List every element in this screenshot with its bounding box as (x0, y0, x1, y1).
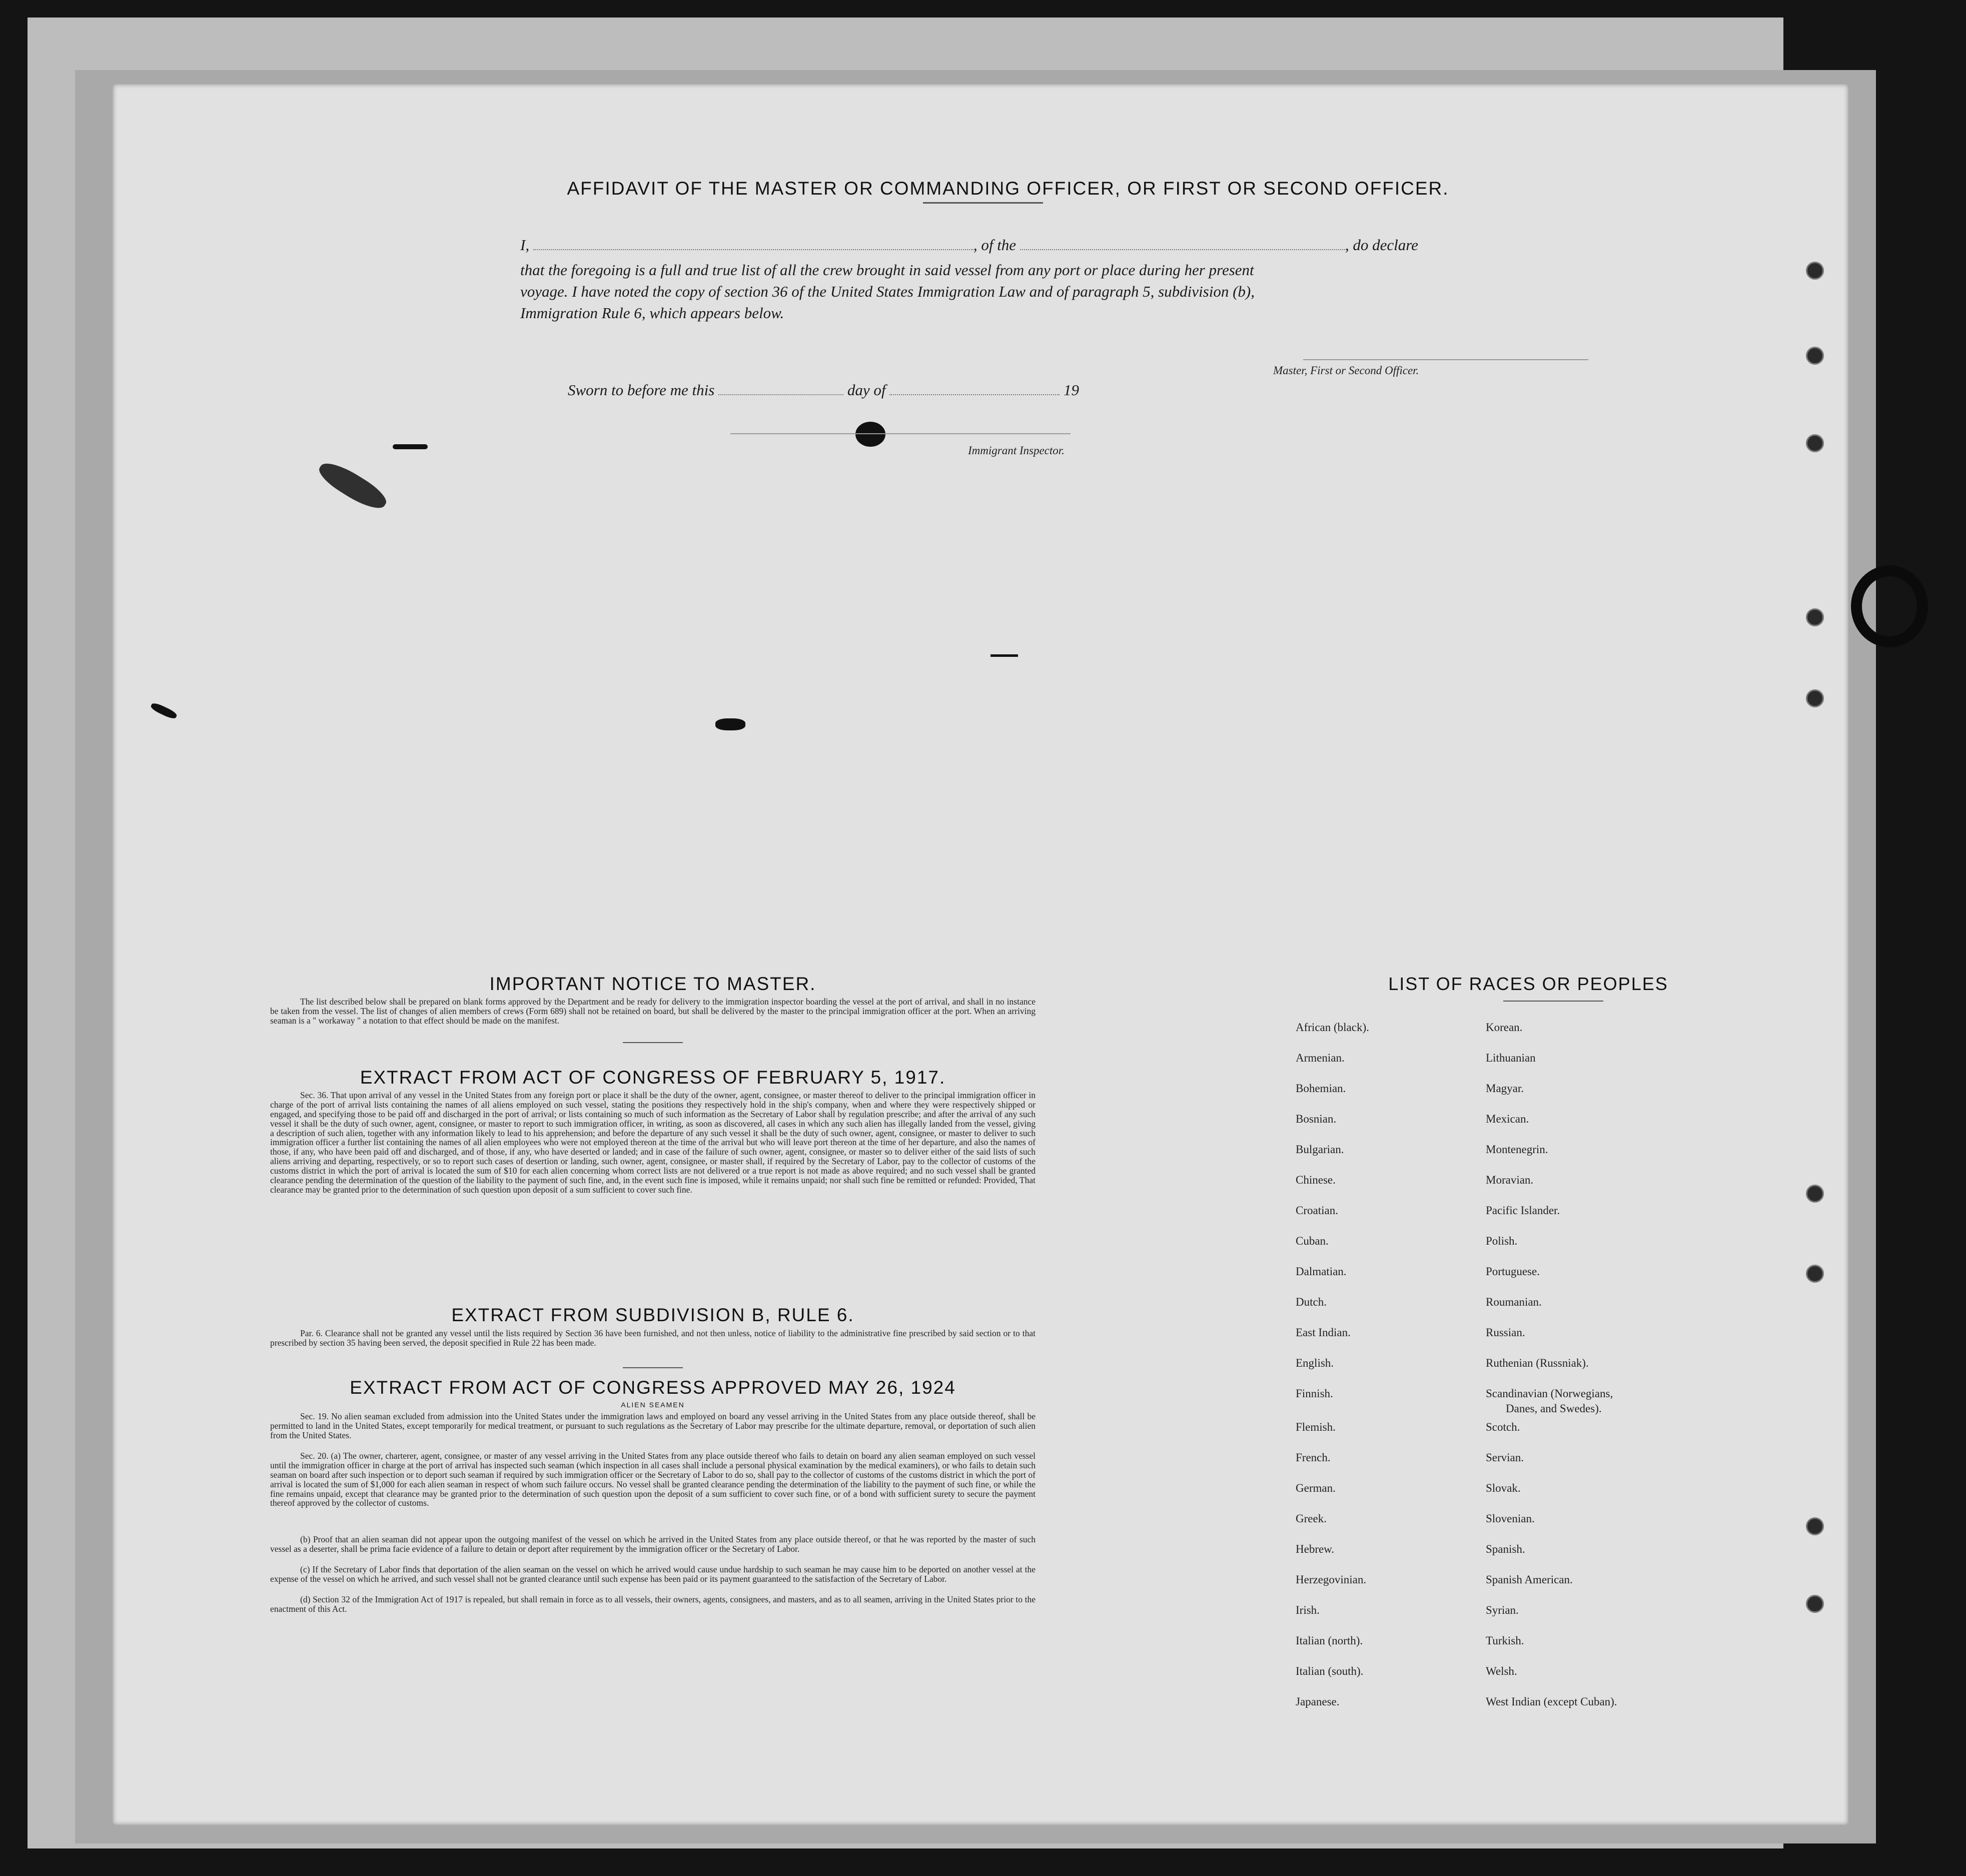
race-item: Dutch. (1296, 1296, 1327, 1308)
binder-ring-icon (1851, 565, 1928, 647)
race-item: Servian. (1486, 1451, 1524, 1464)
race-item: Turkish. (1486, 1634, 1524, 1647)
race-item: Croatian. (1296, 1204, 1338, 1217)
race-item: Scandinavian (Norwegians, (1486, 1387, 1613, 1400)
binder-hole-icon (1806, 1185, 1824, 1203)
race-item: West Indian (except Cuban). (1486, 1695, 1617, 1708)
date-blank (718, 394, 843, 395)
inspector-signature-line (730, 433, 1071, 434)
race-item: Ruthenian (Russniak). (1486, 1357, 1589, 1369)
race-item: Welsh. (1486, 1665, 1517, 1677)
ink-smudge (315, 456, 391, 515)
alien-seamen-subtitle: ALIEN SEAMEN (621, 1401, 685, 1409)
section-rule (623, 1042, 683, 1043)
ink-mark (393, 444, 428, 449)
title-rule (923, 202, 1043, 204)
affidavit-of-the: , of the (973, 236, 1017, 254)
race-item: Finnish. (1296, 1387, 1333, 1400)
signature-line (1303, 359, 1588, 360)
rule-6-title: EXTRACT FROM SUBDIVISION B, RULE 6. (451, 1305, 854, 1325)
races-title: LIST OF RACES OR PEOPLES (1388, 974, 1668, 994)
race-item: Polish. (1486, 1235, 1518, 1247)
race-item: Slovak. (1486, 1482, 1521, 1494)
race-item: Mexican. (1486, 1113, 1529, 1125)
race-item: Japanese. (1296, 1695, 1340, 1708)
races-title-rule (1503, 1001, 1603, 1002)
race-item: German. (1296, 1482, 1336, 1494)
binder-hole-icon (1806, 262, 1824, 280)
affidavit-line-3: voyage. I have noted the copy of section 36 of the United States Immigration Law and of paragraph 5, subdivision (b), (520, 283, 1255, 300)
sec-19-text: Sec. 19. No alien seaman excluded from admission into the United States under the immigration laws and employed on board any vessel arriving in the United States from any place outside thereof, shall be permitted to land in the United States, except temporarily for medical treatment, or pursuant to such regulations as the Secretary of Labor may prescribe for the ultimate departure, removal, or deportation of such alien from the United States. (270, 1411, 1036, 1440)
affidavit-line-4: Immigration Rule 6, which appears below. (520, 304, 784, 322)
binder-hole-icon (1806, 608, 1824, 626)
sworn-text: Sworn to before me this (568, 381, 715, 399)
race-item: Montenegrin. (1486, 1143, 1548, 1156)
race-item: Syrian. (1486, 1604, 1519, 1616)
sec-20c-text: (c) If the Secretary of Labor finds that deportation of the alien seaman on the vessel on which he arrived would cause undue hardship to such seaman he may cause him to be deported on another vessel at the expense of the vessel on which he arrived, and such vessel shall not be granted clearance until such expense has been paid or its payment guaranteed to the satisfaction of the Secretary of Labor. (270, 1564, 1036, 1584)
inspector-caption: Immigrant Inspector. (968, 444, 1065, 457)
ink-mark (150, 701, 178, 720)
ink-blot (715, 718, 745, 730)
affidavit-line-2: that the foregoing is a full and true list of all the crew brought in said vessel from any port or place during her present (520, 261, 1254, 279)
race-item: African (black). (1296, 1021, 1369, 1034)
race-item: Slovenian. (1486, 1512, 1535, 1525)
race-item: French. (1296, 1451, 1331, 1464)
affidavit-title: AFFIDAVIT OF THE MASTER OR COMMANDING OFFICER, OR FIRST OR SECOND OFFICER. (567, 178, 1449, 199)
race-item: Magyar. (1486, 1082, 1524, 1095)
race-item: Spanish American. (1486, 1573, 1573, 1586)
race-item: Pacific Islander. (1486, 1204, 1560, 1217)
race-item: Portuguese. (1486, 1265, 1540, 1278)
extract-1917-text: Sec. 36. That upon arrival of any vessel in the United States from any foreign port or place it shall be the duty of the owner, agent, consignee, or master thereof to deliver to the principal immigration officer in charge of the port of arrival lists containing the names of all aliens employed on such vessel, stating the positions they respectively hold in the ship's company, when and where they were respectively shipped or engaged, and specifying those to be paid off and discharged in the port of arrival; or lists containing so much of such information as the Secretary of Labor shall by regulation prescribe; and after the arrival of any such vessel it shall be the duty of such owner, agent, consignee, or master to report to such immigration officer, in writing, as soon as discovered, all cases in which any such alien has illegally landed from the vessel, giving a description of such alien, together with any information likely to lead to his apprehension; and before the departure of any such vessel it shall be the duty of such owner, agent, consignee, or master to deliver to such immigration officer a further list containing the names of all alien employees who were not employed thereon at the time of the arrival but who will leave port thereon at the time of her departure, and also the names of those, if any, who have been paid off and discharged, and of those, if any, who have deserted or landed; and in case of the failure of such owner, agent, consignee, or master so to deliver either of the said lists of such aliens arriving and departing, respectively, or so to report such cases of desertion or landing, such owner, agent, consignee, or master shall, if required by the Secretary of Labor, pay to the collector of customs of the customs district in which the port of arrival is located the sum of $10 for each alien concerning whom correct lists are not delivered or a true report is not made as above required; and no such vessel shall be granted clearance pending the determination of the question of the liability to the payment of such fine, and, in the event such fine is imposed, while it remains unpaid; nor shall such fine be remitted or refunded: Provided, That clearance may be granted prior to the determination of such question upon deposit of a sum sufficient to cover such fine. (270, 1090, 1036, 1195)
race-item: Greek. (1296, 1512, 1327, 1525)
day-of-text: day of (847, 381, 886, 399)
notice-text: The list described below shall be prepared on blank forms approved by the Department and be ready for delivery to the immigration inspector boarding the vessel at the port of arrival, and shall in no instance be taken from the vessel. The list of changes of alien members of crews (Form 689) shall not be retained on board, but shall be delivered by the master to the principal immigration officer at the port. When an arriving seaman is a " workaway " a notation to that effect should be made on the manifest. (270, 997, 1036, 1026)
race-item: Dalmatian. (1296, 1265, 1347, 1278)
race-item: Armenian. (1296, 1052, 1345, 1064)
binder-hole-icon (1806, 1595, 1824, 1613)
extract-1917-title: EXTRACT FROM ACT OF CONGRESS OF FEBRUARY 5, 1917. (360, 1067, 946, 1088)
month-blank (889, 394, 1060, 395)
master-caption: Master, First or Second Officer. (1273, 364, 1419, 377)
year-text: 19 (1063, 381, 1079, 399)
race-item: Italian (south). (1296, 1665, 1364, 1677)
race-item: East Indian. (1296, 1326, 1351, 1339)
race-item: Bohemian. (1296, 1082, 1346, 1095)
race-item: Bosnian. (1296, 1113, 1337, 1125)
ink-blot (855, 422, 885, 447)
race-item: Roumanian. (1486, 1296, 1542, 1308)
sec-20d-text: (d) Section 32 of the Immigration Act of 1917 is repealed, but shall remain in force as to all vessels, their owners, agents, consignees, and masters, and as to all seamen, arriving in the United States prior to the enactment of this Act. (270, 1594, 1036, 1614)
race-item: Flemish. (1296, 1421, 1336, 1433)
binder-hole-icon (1806, 434, 1824, 452)
sec-20a-text: Sec. 20. (a) The owner, charterer, agent, consignee, or master of any vessel arriving in the United States from any place outside thereof who fails to detain on board any alien seaman employed on such vessel until the immigration officer in charge at the port of arrival has inspected such seaman (which inspection in all cases shall include a personal physical examination by the medical examiners), or who fails to detain such seaman on board after such inspection or to deport such seaman if required by such immigration officer or the Secretary of Labor to do so, shall pay to the collector of customs of the customs district in which the port of arrival is located the sum of $1,000 for each alien seaman in respect of whom such failure occurs. No vessel shall be granted clearance pending the determination of the liability to the payment of such fine, or while the fine remains unpaid, except that clearance may be granted prior to the determination of such question upon the deposit of a sum sufficient to cover such fine, or of a bond with sufficient surety to secure the payment thereof approved by the collector of customs. (270, 1451, 1036, 1508)
race-item: Scotch. (1486, 1421, 1520, 1433)
vessel-blank (1020, 249, 1345, 250)
affidavit-declare: , do declare (1345, 236, 1418, 254)
race-item: Moravian. (1486, 1174, 1534, 1186)
race-item: Hebrew. (1296, 1543, 1335, 1555)
race-item: Chinese. (1296, 1174, 1336, 1186)
notice-title: IMPORTANT NOTICE TO MASTER. (489, 974, 816, 994)
extract-1924-title: EXTRACT FROM ACT OF CONGRESS APPROVED MAY 26, 1924 (350, 1377, 956, 1398)
rule-6-text: Par. 6. Clearance shall not be granted any vessel until the lists required by Section 36 have been furnished, and not then unless, notice of liability to the administrative fine prescribed by said section or to that prescribed by section 35 having been served, the deposit specified in Rule 22 has been made. (270, 1328, 1036, 1348)
race-item: Herzegovinian. (1296, 1573, 1367, 1586)
sec-20b-text: (b) Proof that an alien seaman did not appear upon the outgoing manifest of the vessel on which he arrived in the United States from any place outside thereof, or that he was reported by the master of such vessel as a deserter, shall be prima facie evidence of a failure to detain or deport after requirement by the immigration officer or the Secretary of Labor. (270, 1534, 1036, 1554)
name-blank (533, 249, 973, 250)
race-item: Spanish. (1486, 1543, 1525, 1555)
ink-mark (991, 654, 1018, 657)
document-page (113, 84, 1848, 1825)
race-item: Irish. (1296, 1604, 1320, 1616)
binder-hole-icon (1806, 1517, 1824, 1535)
race-item: Korean. (1486, 1021, 1523, 1034)
affidavit-i: I, (520, 236, 530, 254)
race-item: Bulgarian. (1296, 1143, 1344, 1156)
sworn-line (568, 380, 1318, 401)
binder-hole-icon (1806, 689, 1824, 707)
race-item: Russian. (1486, 1326, 1525, 1339)
race-item: Danes, and Swedes). (1506, 1402, 1602, 1415)
race-item: Italian (north). (1296, 1634, 1363, 1647)
binder-hole-icon (1806, 1265, 1824, 1283)
race-item: English. (1296, 1357, 1334, 1369)
section-rule (623, 1367, 683, 1368)
race-item: Cuban. (1296, 1235, 1329, 1247)
binder-hole-icon (1806, 347, 1824, 365)
race-item: Lithuanian (1486, 1052, 1536, 1064)
affidavit-line-1 (520, 235, 1606, 256)
